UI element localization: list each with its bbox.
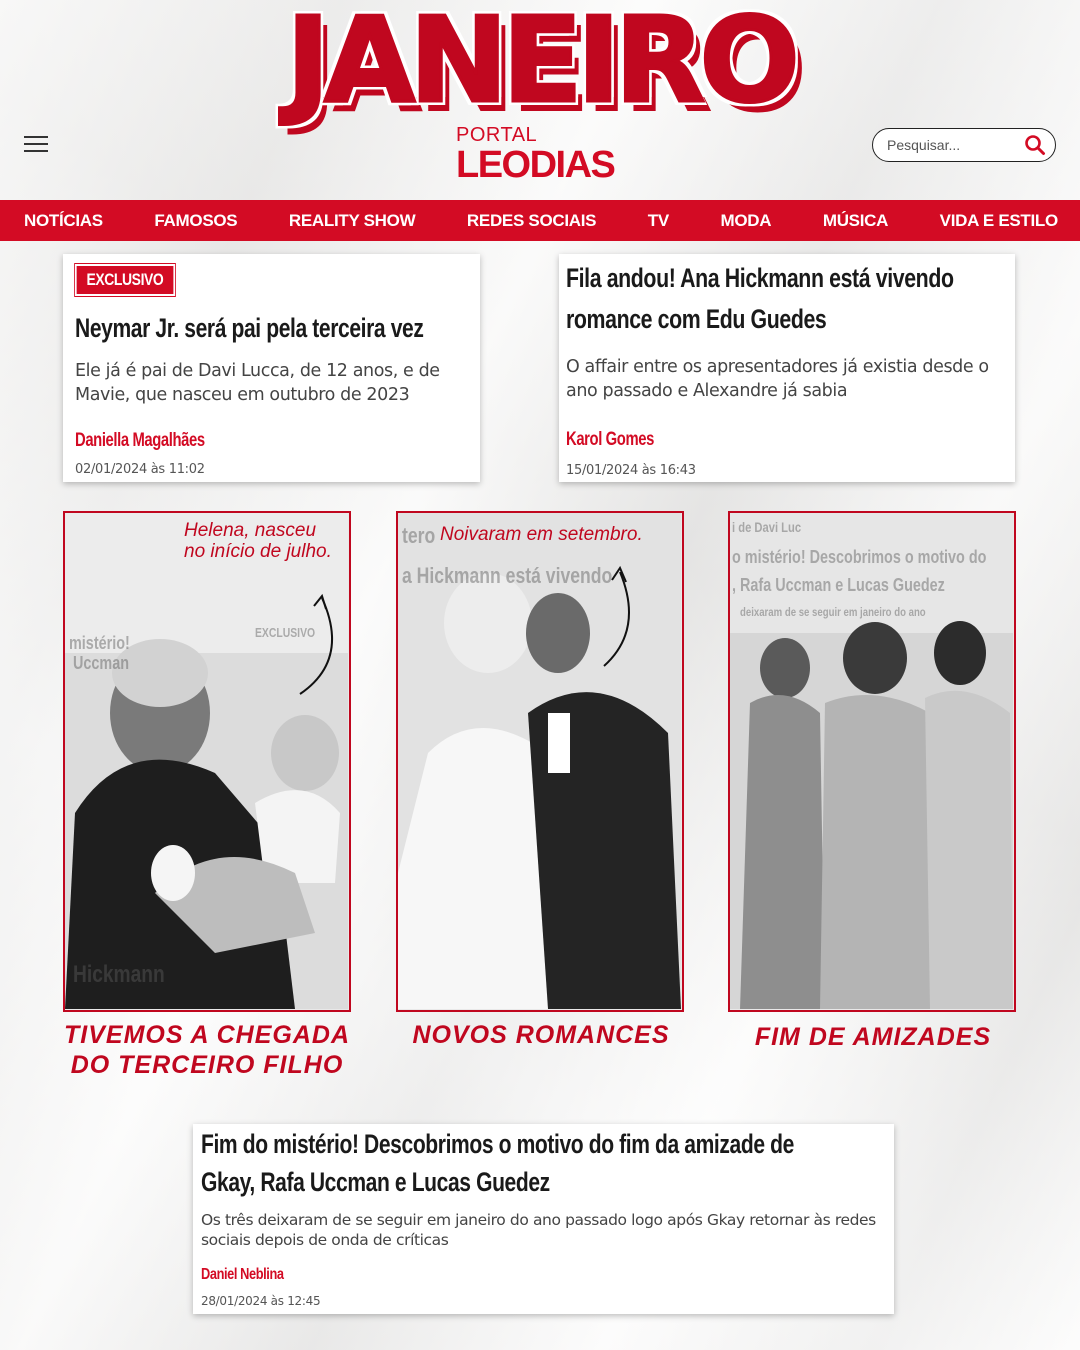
arrow-icon [290,590,350,700]
article-title[interactable]: Neymar Jr. será pai pela terceira vez [75,313,424,343]
background-headline-text: EXCLUSIVO [255,625,316,640]
article-description: O affair entre os apresentadores já existia desde o ano passado e Alexandre já sabia [566,357,989,401]
arrow-icon [596,560,646,670]
logo-portal-text: PORTAL [456,124,538,146]
nav-item-vida-e-estilo[interactable]: VIDA E ESTILO [939,210,1058,230]
background-headline-text: deixaram de se seguir em janeiro do ano [740,605,926,619]
search-placeholder: Pesquisar... [887,137,961,153]
nav-item-reality-show[interactable]: REALITY SHOW [288,210,416,230]
nav-item-musica[interactable]: MÚSICA [822,210,889,230]
background-headline-text: mistério! [69,633,130,653]
logo-leodias-text: LEODIAS [456,144,615,186]
article-card-ana-hickmann[interactable] [559,254,1015,482]
background-headline-text: Uccman [73,653,130,673]
neymar-baby-photo [65,513,348,1009]
background-headline-text: o mistério! Descobrimos o motivo do [732,547,987,567]
article-date: 15/01/2024 às 16:43 [566,463,696,478]
menu-icon[interactable] [24,136,48,156]
annotation-helena: Helena, nasceu no início de julho. [184,520,332,562]
photo-panel-neymar [63,511,351,1012]
nav-item-tv[interactable]: TV [647,210,669,230]
article-date: 28/01/2024 às 12:45 [201,1294,321,1308]
background-headline-text: Hickmann [73,961,165,988]
article-author[interactable]: Daniel Neblina [201,1266,284,1283]
photo-panel-amizades [728,511,1016,1012]
nav-item-famosos[interactable]: FAMOSOS [154,210,238,230]
background-headline-text: , Rafa Uccman e Lucas Guedez [732,575,945,595]
nav-item-moda[interactable]: MODA [720,210,772,230]
article-date: 02/01/2024 às 11:02 [75,462,205,477]
exclusive-badge: EXCLUSIVO [75,264,175,296]
annotation-noivaram: Noivaram em setembro. [440,524,643,545]
article-title-line-1[interactable]: Fila andou! Ana Hickmann está vivendo [566,263,954,293]
search-input[interactable] [872,128,1056,162]
article-title-line-1[interactable]: Fim do mistério! Descobrimos o motivo do fim da amizade de [201,1129,794,1159]
nav-item-redes-sociais[interactable]: REDES SOCIAIS [466,210,597,230]
article-description: Ele já é pai de Davi Lucca, de 12 anos, e de Mavie, que nasceu em outubro de 2023 [75,361,440,405]
nav-item-noticias[interactable]: NOTÍCIAS [24,210,103,230]
article-author[interactable]: Daniella Magalhães [75,430,205,451]
article-description: Os três deixaram de se seguir em janeiro do ano passado logo após Gkay retornar às redes sociais depois de onda de críticas [201,1211,876,1249]
main-nav [0,200,1080,241]
background-headline-text: tero [402,523,436,548]
caption-novos-romances: NOVOS ROMANCES [412,1021,670,1049]
caption-terceiro-filho: TIVEMOS A CHEGADA DO TERCEIRO FILHO [64,1021,350,1079]
caption-fim-de-amizades: FIM DE AMIZADES [754,1023,992,1051]
article-title-line-2[interactable]: romance com Edu Guedes [566,304,827,334]
search-icon[interactable] [1023,133,1047,157]
site-logo[interactable] [456,124,636,186]
article-author[interactable]: Karol Gomes [566,429,654,450]
hero-title: JANEIRO [286,0,794,129]
background-headline-text: i de Davi Luc [732,519,802,535]
friends-photo [730,513,1013,1009]
article-card-gkay[interactable] [193,1124,894,1314]
article-card-neymar[interactable] [63,254,480,482]
article-title-line-2[interactable]: Gkay, Rafa Uccman e Lucas Guedez [201,1167,550,1197]
background-headline-text: a Hickmann está vivendo [402,563,613,588]
